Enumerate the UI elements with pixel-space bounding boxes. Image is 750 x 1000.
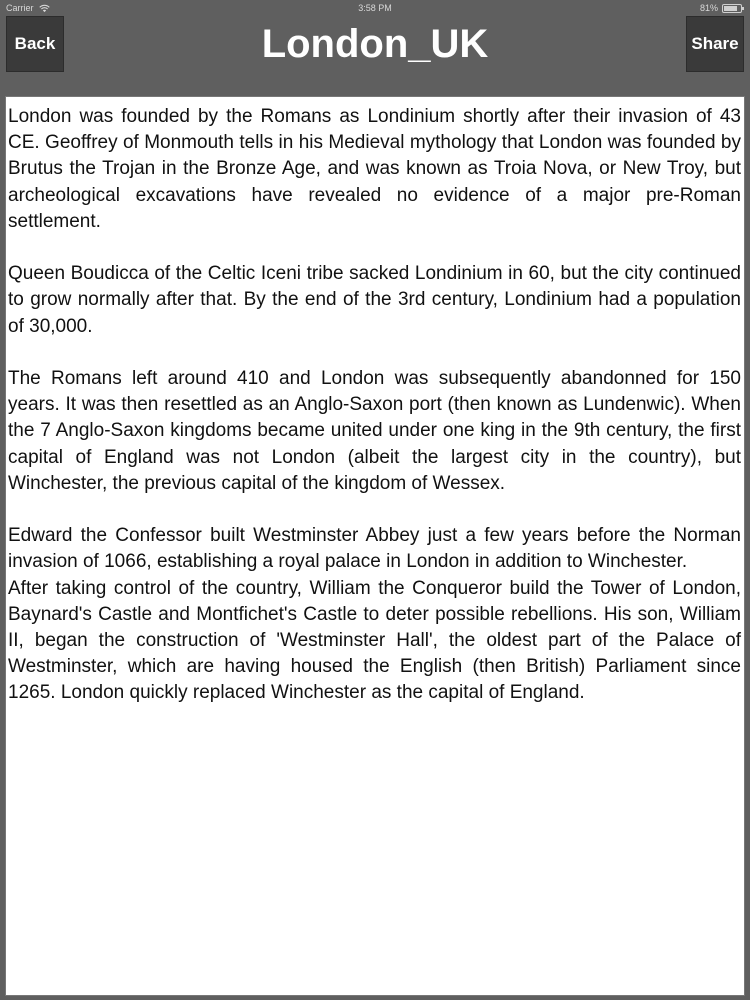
back-button[interactable]: Back: [6, 16, 64, 72]
page-title: London_UK: [261, 22, 489, 66]
battery-percent: 81%: [699, 3, 718, 13]
status-bar: [0, 0, 750, 16]
battery-fill: [724, 6, 737, 11]
battery-icon: [722, 4, 742, 13]
navigation-bar: [0, 16, 750, 92]
status-right: [700, 0, 742, 16]
share-button[interactable]: Share: [686, 16, 744, 72]
article-text-view[interactable]: [5, 96, 745, 996]
status-time: 3:58 PM: [358, 3, 392, 13]
article-text: London was founded by the Romans as Londinium shortly after their invasion of 43 CE. Geoffrey of Monmouth tells in his Medieval mythology that London was founded by Brutus the Trojan in the Bronze Age, and was known as Troia Nova, or New Troy, but archeological excavations have revealed no evidence of a major pre-Roman settlement. Queen Boudicca of the Celtic Iceni tribe sacked Londinium in 60, but the city continued to grow normally after that. By the end of the 3rd century, Londinium had a population of 30,000. The Romans left around 410 and London was subsequently abandonned for 150 years. It was then resettled as an Anglo-Saxon port (then known as Lundenwic). When the 7 Anglo-Saxon kingdoms became united under one king in the 9th century, the first capital of England was not London (albeit the largest city in the country), but Winchester, the previous capital of the kingdom of Wessex. Edward the Confessor built Westminster Abbey just a few years before the Norman invasion of 1066, establishing a royal palace in London in addition to Winchester. After taking control of the country, William the Conqueror build the Tower of London, Baynard's Castle and Montfichet's Castle to deter possible rebellions. His son, William II, began the construction of 'Westminster Hall', the oldest part of the Palace of Westminster, which are having housed the English (then British) Parliament since 1265. London quickly replaced Winchester as the capital of England.: [8, 106, 741, 704]
carrier-label: Carrier: [6, 3, 34, 13]
